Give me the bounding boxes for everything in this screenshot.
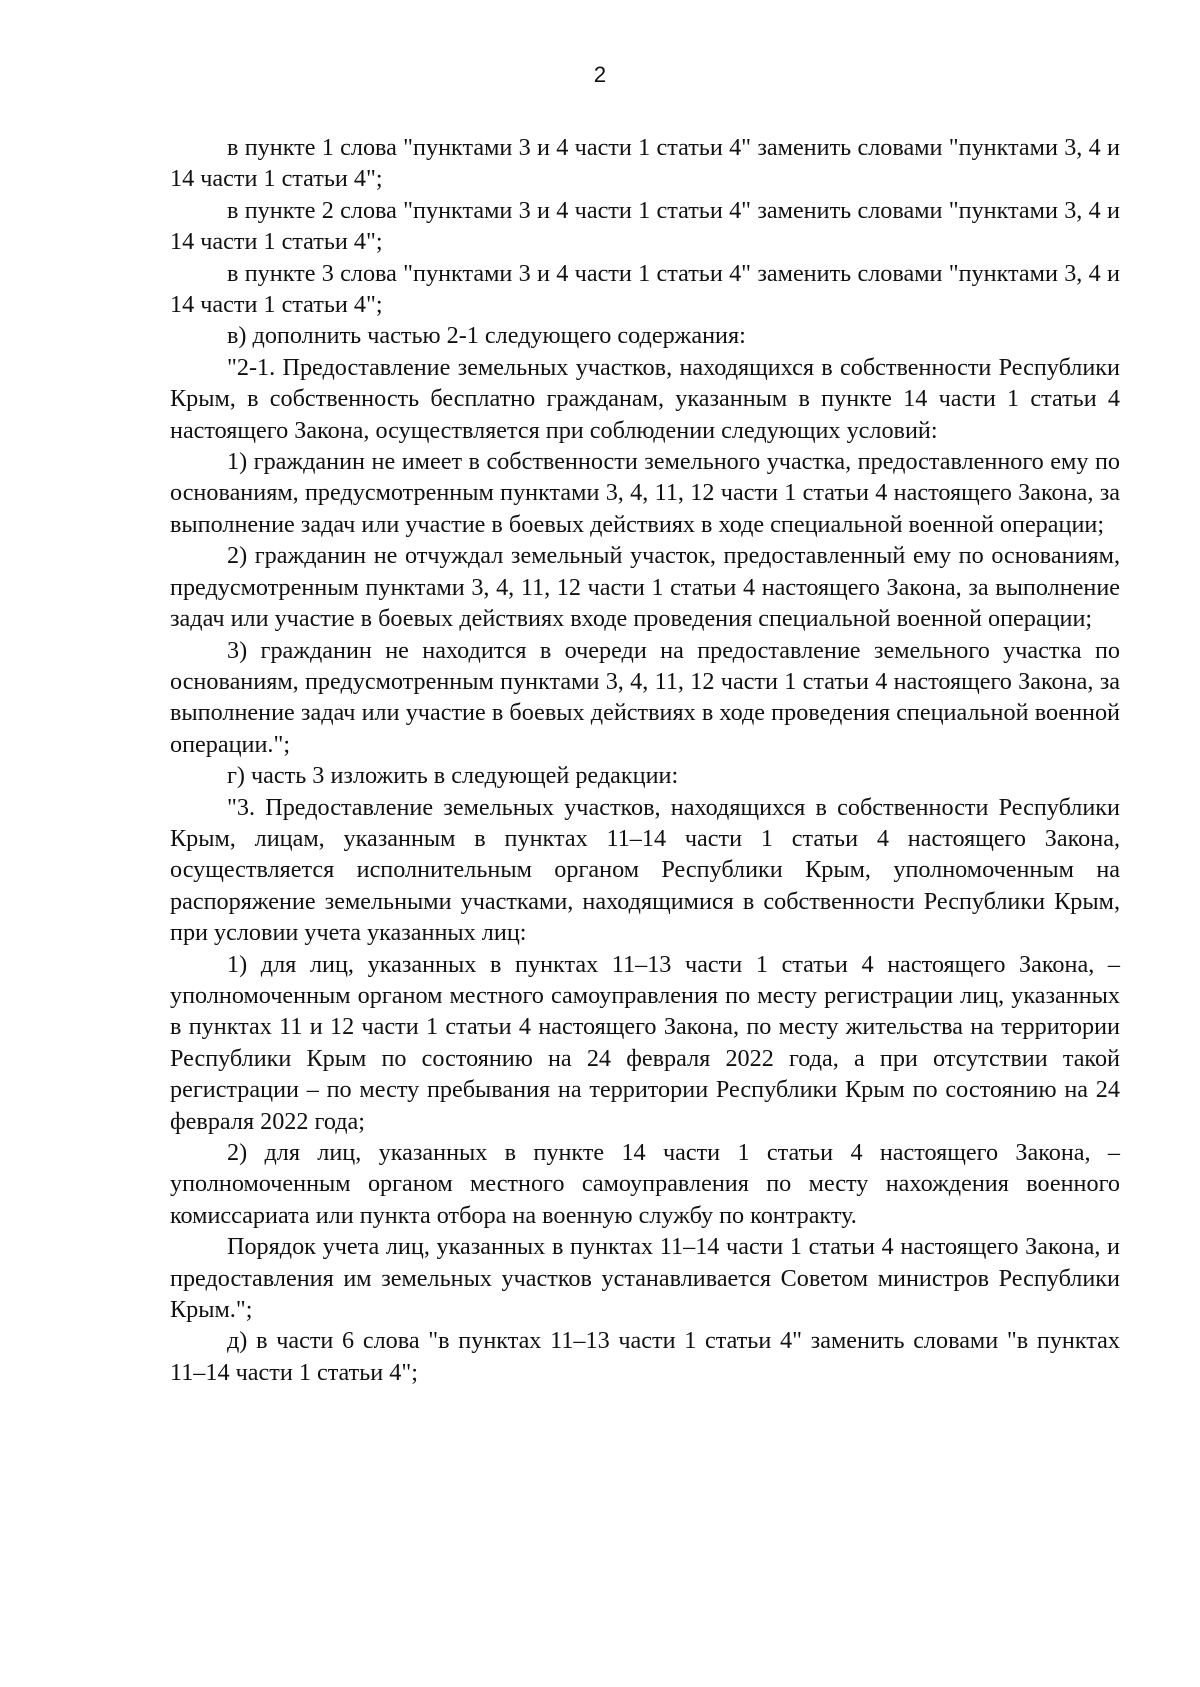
document-body [170,132,1120,1388]
paragraph: в пункте 2 слова "пунктами 3 и 4 части 1 статьи 4" заменить словами "пунктами 3, 4 и 14 части 1 статьи 4"; [170,196,1120,256]
paragraph: в пункте 3 слова "пунктами 3 и 4 части 1 статьи 4" заменить словами "пунктами 3, 4 и 14 части 1 статьи 4"; [170,259,1120,319]
paragraph: "2-1. Предоставление земельных участков, находящихся в собственности Республики Крым, в собственность бесплатно гражданам, указанным в пункте 14 части 1 статьи 4 настоящего Закона, осуществляется при соблюдении следующих условий: [170,353,1120,444]
paragraph: в) дополнить частью 2-1 следующего содержания: [227,322,746,350]
paragraph: 2) гражданин не отчуждал земельный участок, предоставленный ему по основаниям, предусмотренным пунктами 3, 4, 11, 12 части 1 статьи 4 настоящего Закона, за выполнение задач или участие в боевых действиях входе проведения специальной военной операции; [170,542,1120,633]
paragraph: 3) гражданин не находится в очереди на предоставление земельного участка по основаниям, предусмотренным пунктами 3, 4, 11, 12 части 1 статьи 4 настоящего Закона, за выполнение задач или участие в боевых действиях в ходе проведения специальной военной операции."; [170,636,1120,758]
paragraph: д) в части 6 слова "в пунктах 11–13 части 1 статьи 4" заменить словами "в пунктах 11–14 части 1 статьи 4"; [170,1327,1120,1386]
paragraph: 2) для лиц, указанных в пункте 14 части 1 статьи 4 настоящего Закона, – уполномоченным органом местного самоуправления по месту нахождения военного комиссариата или пункта отбора на военную службу по контракту. [170,1139,1120,1229]
paragraph: в пункте 1 слова "пунктами 3 и 4 части 1 статьи 4" заменить словами "пунктами 3, 4 и 14 части 1 статьи 4"; [170,134,1120,193]
paragraph: г) часть 3 изложить в следующей редакции: [227,762,679,790]
paragraph: Порядок учета лиц, указанных в пунктах 11–14 части 1 статьи 4 настоящего Закона, и предоставления им земельных участков устанавливается Советом министров Республики Крым."; [170,1233,1120,1324]
paragraph: 1) для лиц, указанных в пунктах 11–13 части 1 статьи 4 настоящего Закона, – уполномоченным органом местного самоуправления по месту регистрации лиц, указанных в пунктах 11 и 12 части 1 статьи 4 настоящего Закона, по месту жительства на территории Республики Крым по состоянию на 24 февраля 2022 года, а при отсутствии такой регистрации – по месту пребывания на территории Республики Крым по состоянию на 24 февраля 2022 года; [170,950,1120,1135]
page-number: 2 [593,62,607,87]
paragraph: 1) гражданин не имеет в собственности земельного участка, предоставленного ему по основаниям, предусмотренным пунктами 3, 4, 11, 12 части 1 статьи 4 настоящего Закона, за выполнение задач или участие в боевых действиях в ходе специальной военной операции; [170,448,1120,538]
paragraph: "3. Предоставление земельных участков, находящихся в собственности Республики Крым, лицам, указанным в пунктах 11–14 части 1 статьи 4 настоящего Закона, осуществляется исполнительным органом Республики Крым, уполномоченным на распоряжение земельными участками, находящимися в собственности Республики Крым, при условии учета указанных лиц: [170,793,1120,947]
